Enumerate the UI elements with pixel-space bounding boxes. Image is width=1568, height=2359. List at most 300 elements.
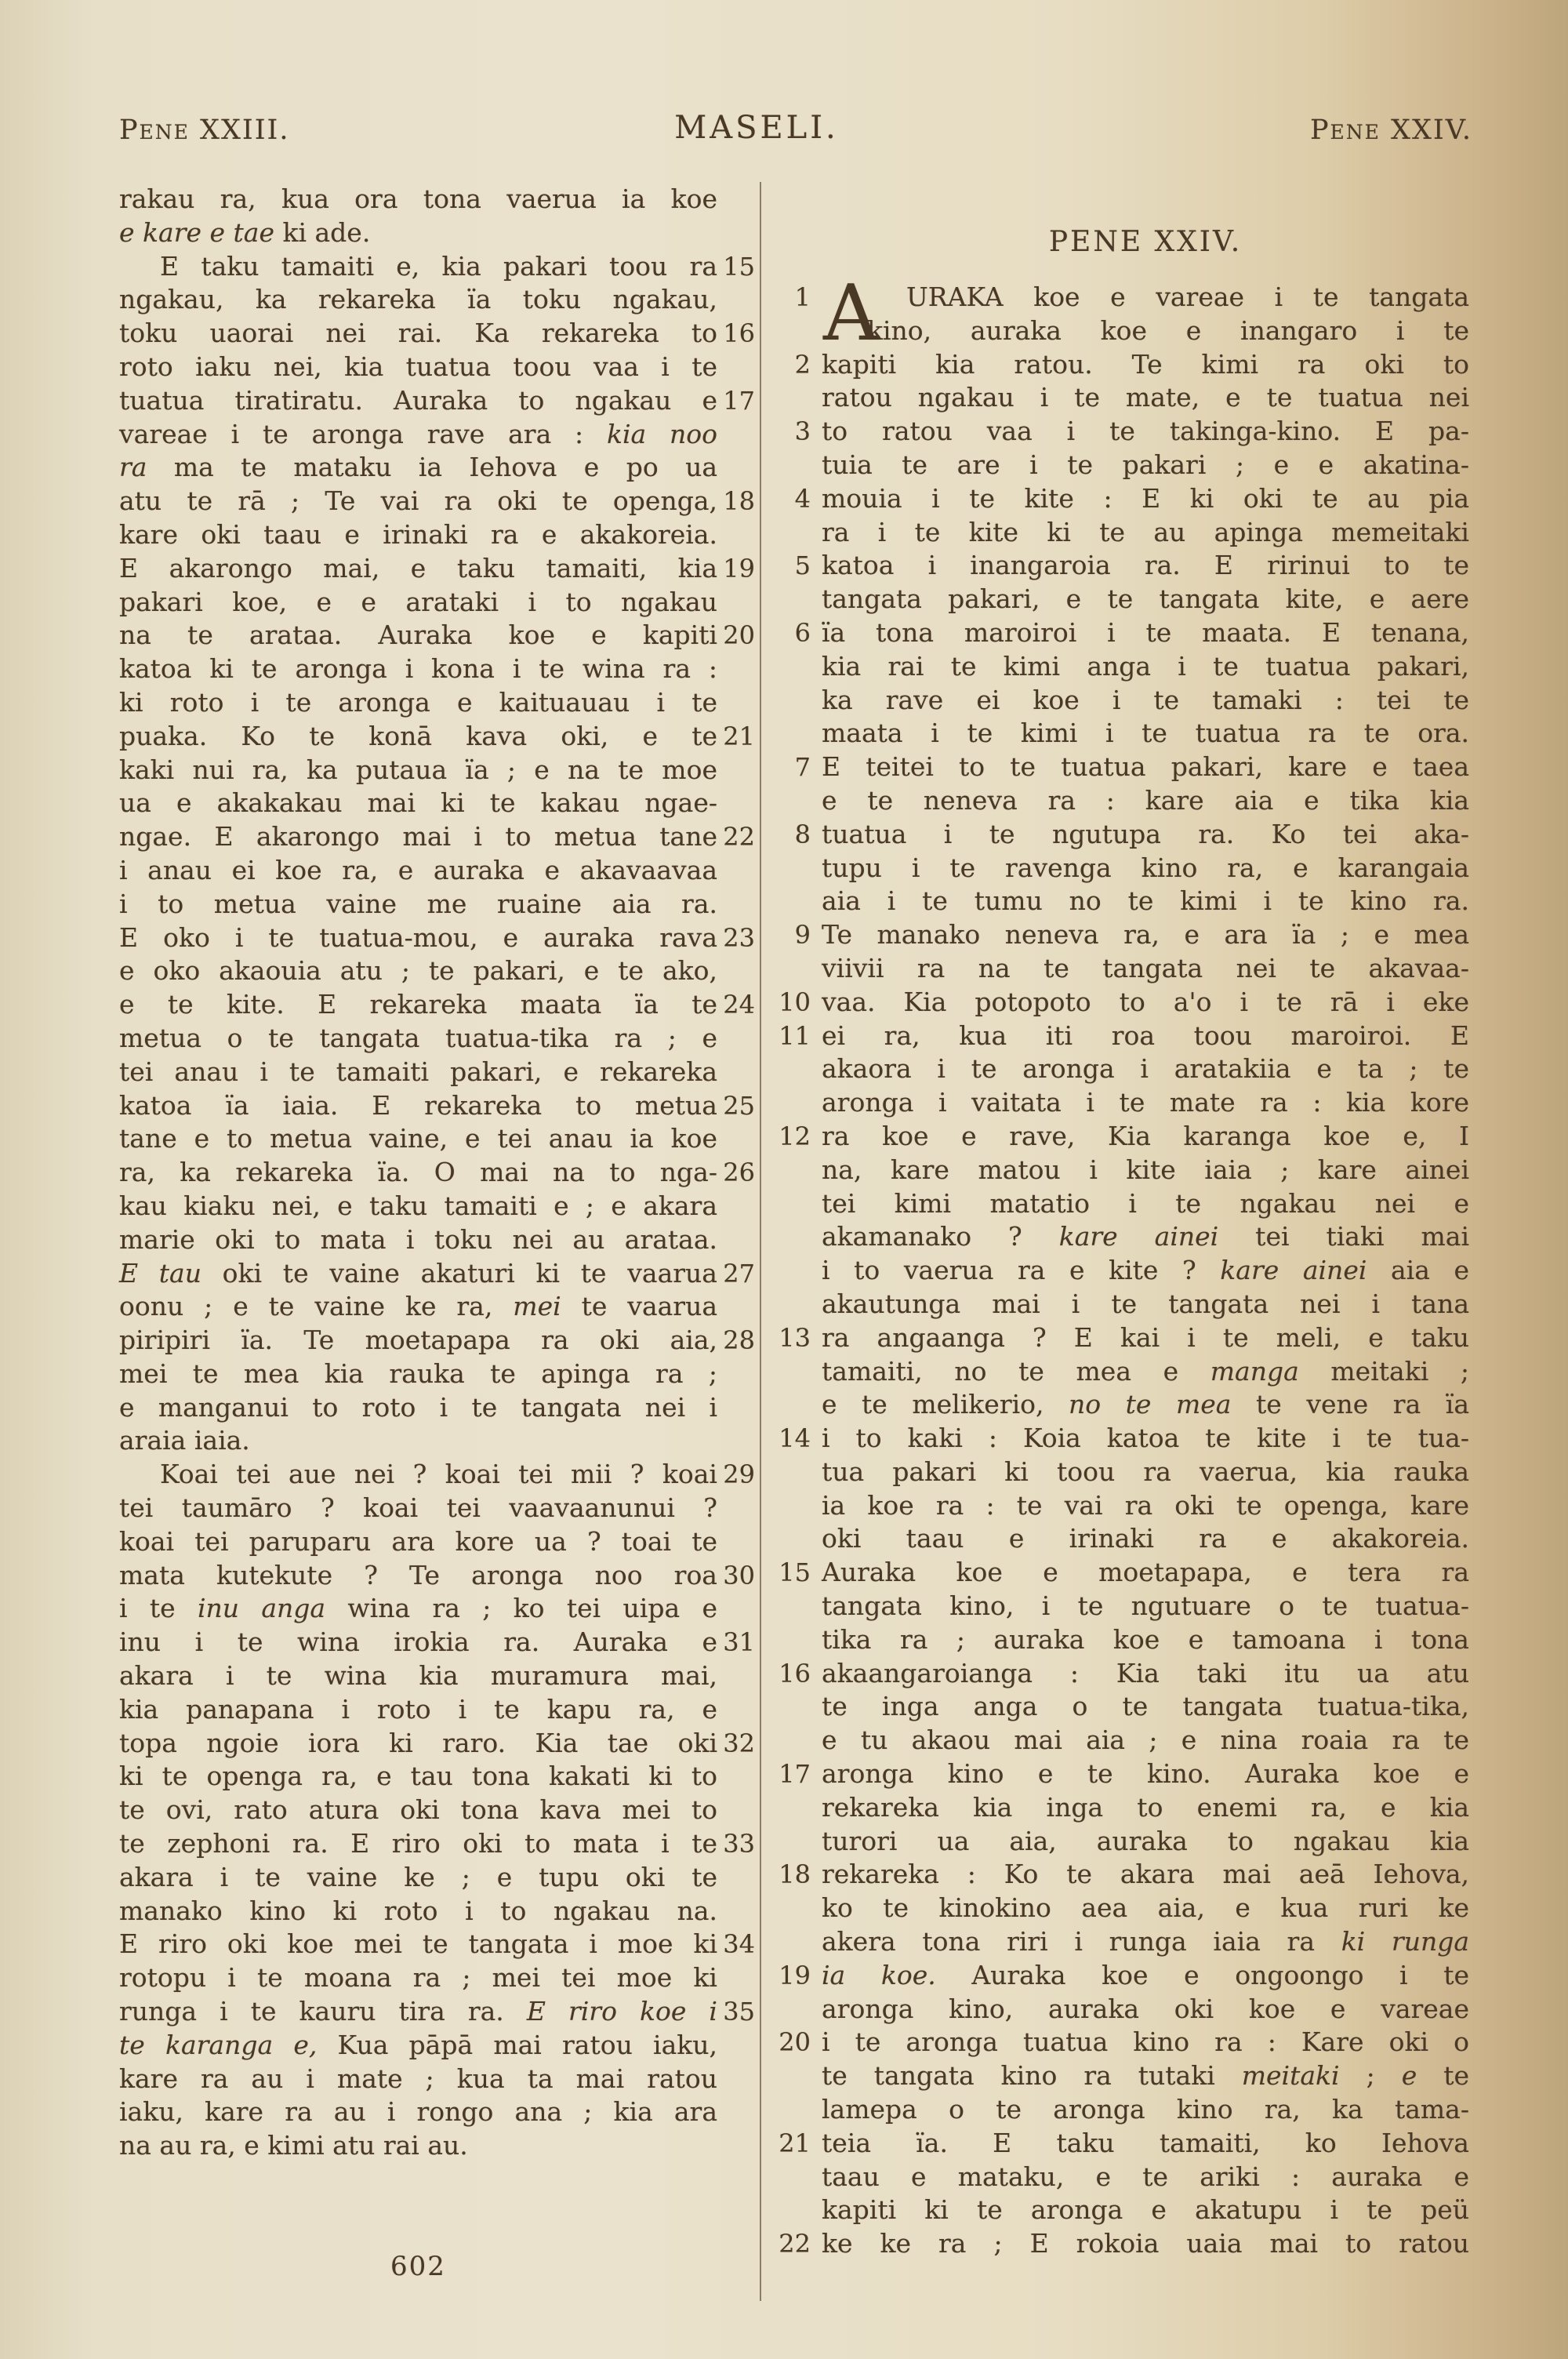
text-segment: tei kimi matatio i te ngakau nei e: [822, 1187, 1469, 1219]
text-line: [119, 1961, 717, 1995]
verse-number: 34: [723, 1929, 755, 1960]
text-segment: tupu i te ravenga kino ra, e karangaia: [822, 852, 1469, 883]
text-segment: rekareka : Ko te akara mai aeā Iehova,: [822, 1859, 1469, 1890]
verse-number: 22: [779, 2229, 811, 2259]
text-line: [119, 820, 755, 854]
text-segment: i to metua vaine me ruaine aia ra.: [119, 888, 717, 919]
line-text: [822, 1187, 1469, 1221]
text-segment: tei anau i te tamaiti pakari, e rekareka: [119, 1056, 717, 1087]
line-text: [119, 183, 717, 216]
text-segment: E akarongo mai, e taku tamaiti, kia: [119, 552, 717, 583]
text-segment: toku uaorai nei rai. Ka rekareka to: [119, 318, 717, 349]
line-text: [119, 1156, 717, 1190]
running-head-left: Pene XXIII.: [119, 114, 290, 146]
text-segment: kia rai te kimi anga i te tuatua pakari,: [822, 650, 1469, 682]
text-line: [119, 1022, 717, 1056]
verse-number: 16: [779, 1658, 811, 1688]
line-text: [822, 1858, 1469, 1892]
text-segment: inu i te wina irokia ra. Auraka e: [119, 1627, 717, 1658]
line-text: [119, 1693, 717, 1727]
text-segment: katoa ïa iaia. E rekareka to metua: [119, 1089, 717, 1121]
line-text: [822, 1086, 1469, 1120]
line-text: [822, 1456, 1469, 1489]
text-line: [119, 888, 717, 921]
text-line: [119, 1358, 717, 1391]
text-line: [822, 2194, 1469, 2227]
line-text: [822, 1422, 1469, 1456]
text-segment: e te melikerio,: [822, 1389, 1069, 1420]
line-text: [119, 1525, 717, 1559]
text-segment: atu te rā ; Te vai ra oki te openga,: [119, 485, 717, 517]
text-line: [822, 381, 1469, 415]
text-segment: rekareka kia inga to enemi ra, e kia: [822, 1791, 1469, 1823]
text-line: [822, 1623, 1469, 1657]
line-text: [119, 1458, 717, 1492]
line-text: [119, 1290, 717, 1324]
text-line: [119, 1056, 717, 1089]
verse-number: 27: [723, 1258, 755, 1289]
line-text: [119, 283, 717, 317]
text-line: [119, 1794, 717, 1827]
text-line: [119, 1391, 717, 1425]
verse-number: 9: [794, 920, 811, 951]
line-text: [119, 1122, 717, 1156]
text-line: [822, 1456, 1469, 1489]
line-text: [822, 1959, 1469, 1993]
text-line: [119, 1592, 717, 1626]
verse-number: 4: [794, 483, 811, 514]
line-text: [822, 1657, 1469, 1691]
line-text: [119, 921, 717, 955]
text-segment: kapiti kia ratou. Te kimi ra oki to: [822, 348, 1469, 380]
text-segment: to ratou vaa i te takinga-kino. E pa-: [822, 416, 1469, 447]
text-line: [119, 586, 717, 620]
text-line: [119, 1257, 755, 1291]
text-line: [794, 616, 1469, 650]
text-segment: akaora i te aronga i aratakiia e ta ; te: [822, 1053, 1469, 1085]
text-line: [822, 650, 1469, 684]
text-line: [822, 2093, 1469, 2127]
line-text: [119, 720, 717, 754]
line-text: [822, 2026, 1469, 2059]
line-text: [822, 684, 1469, 718]
text-line: [822, 583, 1469, 616]
text-segment: tane e to metua vaine, e tei anau ia koe: [119, 1123, 717, 1154]
text-line: [779, 2026, 1469, 2059]
line-text: [822, 2161, 1469, 2194]
line-text: [119, 1895, 717, 1928]
text-segment: kau kiaku nei, e taku tamaiti e ; e akara: [119, 1190, 717, 1221]
text-segment: kaki nui ra, ka putaua ïa ; e na te moe: [119, 754, 717, 785]
line-text: [119, 787, 717, 820]
verse-number: 26: [723, 1158, 755, 1188]
text-segment: ngakau, ka rekareka ïa toku ngakau,: [119, 284, 717, 315]
text-segment: ke ke ra ; E rokoia uaia mai to ratou: [822, 2228, 1469, 2259]
text-line: [822, 784, 1469, 818]
text-line: [822, 1825, 1469, 1859]
text-segment: e oko akaouia atu ; te pakari, e te ako,: [119, 955, 717, 987]
text-line: [119, 1424, 717, 1458]
text-segment: e te neneva ra : kare aia e tika kia: [822, 784, 1469, 816]
line-text: [822, 952, 1469, 986]
text-segment: taau e mataku, e te ariki : auraka e: [822, 2161, 1469, 2192]
text-line: [822, 1590, 1469, 1623]
line-text: [822, 1556, 1469, 1590]
text-line: [822, 1187, 1469, 1221]
verse-number: 18: [723, 486, 755, 517]
line-text: [119, 1760, 717, 1794]
text-line: [119, 720, 755, 754]
text-line: [822, 1522, 1469, 1556]
line-text: [822, 1154, 1469, 1187]
text-line: [119, 652, 717, 686]
line-text: [119, 1928, 717, 1961]
text-segment: runga i te kauru tira ra.: [119, 1996, 527, 2027]
verse-number: 24: [723, 990, 755, 1020]
text-line: [822, 1154, 1469, 1187]
text-segment: vaa. Kia potopoto to a'o i te rā i eke: [822, 986, 1469, 1017]
text-segment: aia e: [1367, 1255, 1469, 1286]
verse-number: 10: [779, 987, 811, 1017]
italic-text-segment: kare ainei: [1220, 1255, 1367, 1286]
italic-text-segment: no te mea: [1069, 1389, 1232, 1420]
line-text: [119, 1659, 717, 1693]
line-text: [822, 1052, 1469, 1086]
text-line: [822, 1489, 1469, 1523]
text-line: [119, 2029, 717, 2063]
text-segment: i te: [119, 1593, 198, 1624]
line-text: [119, 954, 717, 988]
page-number: 602: [390, 2251, 446, 2282]
text-segment: vareae i te aronga rave ara :: [119, 418, 607, 449]
verse-number: 19: [779, 1960, 811, 1990]
text-segment: na, kare matou i kite iaia ; kare ainei: [822, 1154, 1469, 1185]
line-text: [119, 1492, 717, 1525]
line-text: [119, 216, 717, 250]
verse-number: 20: [779, 2027, 811, 2058]
text-segment: te: [1417, 2060, 1469, 2092]
text-line: [119, 1559, 755, 1593]
text-line: [822, 1086, 1469, 1120]
text-line: [822, 1052, 1469, 1086]
line-text: [822, 1288, 1469, 1321]
right-text-column: [779, 226, 1469, 2261]
line-text: [822, 549, 1469, 583]
text-line: [822, 1724, 1469, 1757]
text-segment: ki roto i te aronga e kaituauau i te: [119, 686, 717, 718]
text-segment: akaangaroianga : Kia taki itu ua atu: [822, 1657, 1469, 1688]
text-line: [119, 1458, 755, 1492]
line-text: [119, 351, 717, 384]
verse-number: 11: [779, 1020, 811, 1051]
text-segment: manako kino ki roto i to ngakau na.: [119, 1895, 717, 1926]
line-text: [119, 820, 717, 854]
text-line: [119, 1895, 717, 1928]
line-text: [119, 586, 717, 620]
text-line: [822, 1925, 1469, 1959]
text-line: [119, 1861, 717, 1895]
line-text: [119, 250, 717, 284]
line-text: [119, 1324, 717, 1358]
text-line: [794, 415, 1469, 449]
line-text: [119, 1089, 717, 1123]
text-segment: roto iaku nei, kia tuatua toou vaa i te: [119, 351, 717, 382]
italic-text-segment: inu anga: [198, 1593, 326, 1624]
text-line: [794, 348, 1469, 382]
line-text: [822, 381, 1469, 415]
text-line: [119, 2129, 717, 2163]
text-segment: aronga i vaitata i te mate ra : kia kore: [822, 1087, 1469, 1118]
text-line: [822, 684, 1469, 718]
line-text: [119, 854, 717, 888]
text-segment: URAKA koe e vareae i te tangata: [906, 282, 1469, 312]
text-segment: rakau ra, kua ora tona vaerua ia koe: [119, 184, 717, 214]
line-text: [822, 415, 1469, 449]
running-head-title: MASELI.: [674, 110, 839, 146]
text-segment: ra angaanga ? E kai i te meli, e taku: [822, 1321, 1469, 1353]
line-text: [822, 1757, 1469, 1791]
line-text: [822, 1522, 1469, 1556]
line-text: [822, 1825, 1469, 1859]
text-segment: Kua pāpā mai ratou iaku,: [317, 2029, 717, 2060]
text-line: [119, 1525, 717, 1559]
text-line: [119, 1659, 717, 1693]
text-segment: E teitei to te tuatua pakari, kare e taea: [822, 751, 1469, 783]
text-line: [794, 281, 1469, 314]
text-segment: i to kaki : Koia katoa te kite i te tua-: [822, 1423, 1469, 1454]
text-segment: akara i te wina kia muramura mai,: [119, 1660, 717, 1692]
verse-number: 8: [794, 819, 811, 849]
text-line: [119, 988, 755, 1022]
verse-number: 18: [779, 1859, 811, 1890]
line-text: [822, 1220, 1469, 1254]
text-line: [119, 317, 755, 351]
line-text: [822, 1993, 1469, 2026]
line-text: [119, 2063, 717, 2096]
text-segment: te zephoni ra. E riro oki to mata i te: [119, 1828, 717, 1859]
text-segment: piripiri ïa. Te moetapapa ra oki aia,: [119, 1325, 717, 1356]
text-segment: akera tona riri i runga iaia ra: [822, 1926, 1341, 1957]
text-line: [779, 1757, 1469, 1791]
text-segment: ki ade.: [274, 216, 371, 248]
line-text: [822, 1388, 1469, 1422]
line-text: [822, 1120, 1469, 1154]
line-text: [822, 2194, 1469, 2227]
text-segment: na te arataa. Auraka koe e kapiti: [119, 620, 717, 651]
line-text: [822, 1623, 1469, 1657]
verse-number: 17: [723, 385, 755, 416]
text-segment: turori ua aia, auraka to ngakau kia: [822, 1825, 1469, 1856]
text-line: [119, 1760, 717, 1794]
line-text: [119, 1190, 717, 1223]
text-line: [794, 818, 1469, 852]
text-segment: kia panapana i roto i te kapu ra, e: [119, 1693, 717, 1725]
italic-text-segment: e kare e tae: [119, 216, 274, 248]
line-text: [822, 717, 1469, 751]
line-text: [822, 583, 1469, 616]
line-text: [119, 384, 717, 418]
text-line: [119, 1089, 755, 1123]
verse-number: 13: [779, 1322, 811, 1353]
text-line: [822, 1993, 1469, 2026]
text-line: [119, 552, 755, 586]
text-segment: tangata pakari, e te tangata kite, e aere: [822, 583, 1469, 615]
text-segment: wina ra ; ko tei uipa e: [325, 1593, 717, 1624]
line-text: [119, 1022, 717, 1056]
text-segment: e manganui to roto i te tangata nei i: [119, 1391, 717, 1423]
line-text: [822, 516, 1469, 550]
line-text: [822, 1489, 1469, 1523]
verse-number: 30: [723, 1560, 755, 1590]
text-line: [119, 619, 755, 652]
italic-text-segment: kare ainei: [1058, 1221, 1219, 1252]
text-segment: E riro oki koe mei te tangata i moe ki: [119, 1928, 717, 1960]
text-line: [119, 384, 755, 418]
text-line: [119, 2063, 717, 2096]
text-line: [119, 1693, 717, 1727]
text-line: [822, 1254, 1469, 1288]
verse-number: 6: [794, 617, 811, 648]
text-segment: viivii ra na te tangata nei te akavaa-: [822, 952, 1469, 983]
running-head-right: Pene XXIV.: [1310, 114, 1472, 146]
text-line: [794, 482, 1469, 516]
text-line: [822, 717, 1469, 751]
text-segment: oki te vaine akaturi ki te vaarua: [201, 1257, 717, 1289]
line-text: [822, 616, 1469, 650]
text-segment: kare ra au i mate ; kua ta mai ratou: [119, 2063, 717, 2094]
text-line: [119, 1223, 717, 1257]
line-text: [822, 818, 1469, 852]
text-segment: ra i te kite ki te au apinga memeitaki: [822, 516, 1469, 547]
text-line: [119, 1626, 755, 1659]
text-segment: iaku, kare ra au i rongo ana ; kia ara: [119, 2096, 717, 2128]
line-text: [822, 1892, 1469, 1925]
text-segment: te vene ra ïa: [1231, 1389, 1469, 1420]
text-line: [119, 216, 717, 250]
chapter-heading: PENE XXIV.: [1048, 226, 1243, 258]
text-segment: e tu akaou mai aia ; e nina roaia ra te: [822, 1725, 1469, 1756]
verse-number: 15: [723, 251, 755, 282]
text-line: [119, 250, 755, 284]
text-line: [822, 852, 1469, 885]
line-text: [822, 1355, 1469, 1389]
line-text: [119, 552, 717, 586]
line-text: [119, 1995, 717, 2029]
text-segment: katoa i inangaroia ra. E ririnui to te: [822, 550, 1469, 581]
text-line: [119, 754, 717, 787]
line-text: [119, 988, 717, 1022]
line-text: [119, 2129, 717, 2163]
text-line: [779, 1422, 1469, 1456]
italic-text-segment: mei: [513, 1291, 561, 1322]
verse-number: 23: [723, 922, 755, 953]
text-segment: tangata kino, i te ngutuare o te tuatua-: [822, 1590, 1469, 1622]
text-line: [779, 1020, 1469, 1053]
text-segment: tika ra ; auraka koe e tamoana i tona: [822, 1623, 1469, 1655]
verse-number: 21: [779, 2128, 811, 2158]
line-text: [822, 281, 1469, 314]
text-segment: ra, ka rekareka ïa. O mai na to nga-: [119, 1157, 717, 1188]
text-line: [822, 1288, 1469, 1321]
text-segment: lamepa o te aronga kino ra, ka tama-: [822, 2094, 1469, 2125]
text-segment: ma te mataku ia Iehova e po ua: [147, 452, 717, 483]
text-segment: kapiti ki te aronga e akatupu i te peü: [822, 2194, 1469, 2226]
text-segment: metua o te tangata tuatua-tika ra ; e: [119, 1022, 717, 1053]
line-text: [119, 1223, 717, 1257]
line-text: [822, 1590, 1469, 1623]
text-segment: topa ngoie iora ki raro. Kia tae oki: [119, 1727, 717, 1758]
text-line: [779, 1959, 1469, 1993]
text-segment: aronga kino e te kino. Auraka koe e: [822, 1758, 1469, 1790]
line-text: [119, 1592, 717, 1626]
text-segment: akara i te vaine ke ; e tupu oki te: [119, 1861, 717, 1892]
text-line: [822, 1791, 1469, 1825]
drop-cap-letter: A: [823, 269, 879, 358]
line-text: [822, 2059, 1469, 2093]
text-line: [779, 2227, 1469, 2261]
text-line: [119, 921, 755, 955]
text-line: [822, 449, 1469, 482]
italic-text-segment: E riro koe i: [526, 1996, 717, 2027]
text-segment: marie oki to mata i toku nei au arataa.: [119, 1223, 717, 1255]
italic-text-segment: ki runga: [1341, 1926, 1469, 1957]
text-segment: tei taumāro ? koai tei vaavaanunui ?: [119, 1492, 717, 1524]
text-segment: te ovi, rato atura oki tona kava mei to: [119, 1794, 717, 1826]
italic-text-segment: ra: [119, 452, 147, 483]
text-segment: ka rave ei koe i te tamaki : tei te: [822, 684, 1469, 715]
text-segment: na au ra, e kimi atu rai au.: [119, 2130, 468, 2161]
line-text: [119, 1559, 717, 1593]
text-line: [822, 1220, 1469, 1254]
text-line: [119, 418, 717, 452]
text-segment: i to vaerua ra e kite ?: [822, 1255, 1221, 1286]
text-segment: tuatua tiratiratu. Auraka to ngakau e: [119, 384, 717, 416]
text-segment: E taku tamaiti e, kia pakari toou ra: [160, 250, 717, 282]
text-segment: kino, auraka koe e inangaro i te: [867, 314, 1469, 346]
line-text: [822, 918, 1469, 952]
verse-number: 22: [723, 822, 755, 852]
line-text: [822, 1020, 1469, 1053]
line-text: [822, 314, 1469, 348]
text-segment: koai tei paruparu ara kore ua ? toai te: [119, 1525, 717, 1557]
line-text: [822, 1925, 1469, 1959]
text-segment: tuatua i te ngutupa ra. Ko tei aka-: [822, 818, 1469, 849]
line-text: [822, 2093, 1469, 2127]
verse-number: 32: [723, 1728, 755, 1758]
column-divider-rule: [760, 182, 761, 2301]
line-text: [822, 885, 1469, 918]
text-line: [119, 854, 717, 888]
text-segment: oki taau e irinaki ra e akakoreia.: [822, 1523, 1469, 1554]
verse-number: 5: [794, 551, 811, 581]
line-text: [119, 754, 717, 787]
line-text: [822, 2127, 1469, 2161]
line-text: [119, 1861, 717, 1895]
text-line: [119, 1995, 755, 2029]
line-text: [119, 1391, 717, 1425]
line-text: [119, 1727, 717, 1761]
text-segment: ei ra, kua iti roa toou maroiroi. E: [822, 1020, 1469, 1051]
text-segment: ra koe e rave, Kia karanga koe e, I: [822, 1120, 1469, 1151]
text-segment: tua pakari ki toou ra vaerua, kia rauka: [822, 1456, 1469, 1487]
verse-number: 31: [723, 1627, 755, 1658]
verse-number: 33: [723, 1829, 755, 1859]
line-text: [822, 348, 1469, 382]
text-line: [119, 518, 717, 552]
text-line: [822, 516, 1469, 550]
line-text: [119, 619, 717, 652]
line-text: [119, 888, 717, 921]
